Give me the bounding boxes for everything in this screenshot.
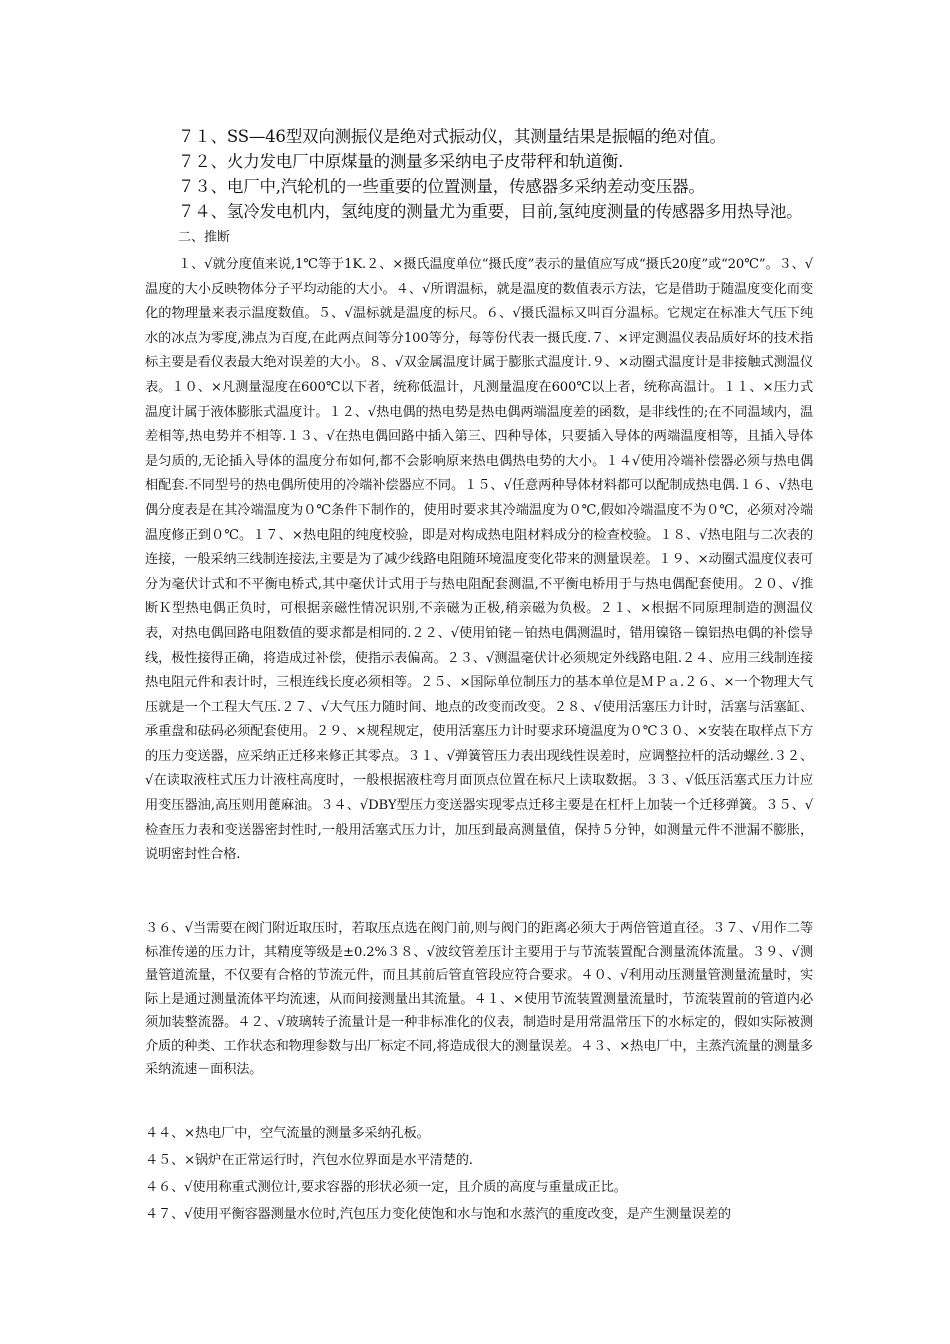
list-item: ７３、电厂中,汽轮机的一些重要的位置测量，传感器多采纳差动变压器。 (178, 177, 705, 196)
list-item: ４４、×热电厂中，空气流量的测量多采纳孔板。 (145, 1126, 430, 1141)
list-item: ７１、SS—46型双向测振仪是绝对式振动仪，其测量结果是振幅的绝对值。 (178, 127, 726, 146)
list-item: ７４、氢冷发电机内，氢纯度的测量尤为重要，目前,氢纯度测量的传感器多用热导池。 (178, 202, 803, 221)
list-item: ４５、×锅炉在正常运行时，汽包水位界面是水平清楚的. (145, 1153, 473, 1168)
list-item: ４７、√使用平衡容器测量水位时,汽包压力变化使饱和水与饱和水蒸汽的重度改变，是产生测量误差的 (145, 1207, 731, 1222)
list-item: ４６、√使用称重式测位计,要求容器的形状必须一定，且介质的高度与重量成正比。 (145, 1180, 627, 1195)
top-item-list (178, 124, 828, 224)
judgment-paragraph-flow: ３６、√当需要在阀门附近取压时，若取压点选在阀门前,则与阀门的距离必须大于两倍管道直径。３７、√用作二等标准传递的压力计，其精度等级是±0.2%３８、√波纹管差压计主要用于与节流装置配合测量流体流量。３９、√测量管道流量，不仅要有合格的节流元件，而且其前后管直管段应符合要求。４０、√利用动压测量管测量流量时，实际上是通过测量流体平均流速，从而间接测量出其流量。４１、×使用节流装置测量流量时，节流装置前的管道内必须加装整流器。４２、√玻璃转子流量计是一种非标准化的仪表，制造时是用常温常压下的水标定的，假如实际被测介质的种类、工作状态和物理参数与出厂标定不同,将造成很大的测量误差。４３、×热电厂中，主蒸汽流量的测量多采纳流速－面积法。 (145, 921, 813, 1077)
section-heading: 二、推断 (178, 230, 231, 245)
list-item: ７２、火力发电厂中原煤量的测量多采纳电子皮带秤和轨道衡. (178, 152, 624, 171)
judgment-line-list (145, 1120, 825, 1228)
judgment-paragraph: １、√就分度值来说,1℃等于1K.２、×摄氏温度单位“摄氏度”表示的量值应写成“摄氏20度”或“20℃”。３、√温度的大小反映物体分子平均动能的大小。４、√所谓温标，就是温度的数值表示方法，它是借助于随温度变化而变化的物理量来表示温度数值。５、√温标就是温度的标尺。６、√摄氏温标又叫百分温标。它规定在标准大气压下纯水的冰点为零度,沸点为百度,在此两点间等分100等分，每等份代表一摄氏度.７、×评定测温仪表品质好坏的技术指标主要是看仪表最大绝对误差的大小。８、√双金属温度计属于膨胀式温度计.９、×动圈式温度计是非接触式测温仪表。１０、×凡测量湿度在600℃以下者，统称低温计，凡测量温度在600℃以上者，统称高温计。１１、×压力式温度计属于液体膨胀式温度计。１２、√热电偶的热电势是热电偶两端温度差的函数，是非线性的;在不同温域内，温差相等,热电势并不相等.１３、√在热电偶回路中插入第三、四种导体，只要插入导体的两端温度相等，且插入导体是匀质的,无论插入导体的温度分布如何,都不会影响原来热电偶热电势的大小。１４√使用冷端补偿器必须与热电偶相配套.不同型号的热电偶所使用的冷端补偿器应不同。１５、√任意两种导体材料都可以配制成热电偶.１６、√热电偶分度表是在其冷端温度为０℃条件下制作的，使用时要求其冷端温度为０℃,假如冷端温度不为０℃，必须对冷端温度修正到０℃。１７、×热电阻的纯度校验，即是对构成热电阻材料成分的检查校验。１８、√热电阻与二次表的连接，一般采纳三线制连接法,主要是为了减少线路电阻随环境温度变化带来的测量误差。１９、×动圈式温度仪表可分为毫伏计式和不平衡电桥式,其中毫伏计式用于与热电阻配套测温,不平衡电桥用于与热电偶配套使用。２０、√推断Ｋ型热电偶正负时，可根据亲磁性情况识别,不亲磁为正极,稍亲磁为负极。２１、×根据不同原理制造的测温仪表，对热电偶回路电阻数值的要求都是相同的.２２、√使用铂铑－铂热电偶测温时，错用镍铬－镍铝热电偶的补偿导线，极性接得正确，将造成过补偿，使指示表偏高。２３、√测温毫伏计必须规定外线路电阻.２４、应用三线制连接热电阻元件和表计时，三根连线长度必须相等。２５、×国际单位制压力的基本单位是ＭＰａ.２６、×一个物理大气压就是一个工程大气压.２７、√大气压力随时间、地点的改变而改变。２８、√使用活塞压力计时，活塞与活塞缸、承重盘和砝码必须配套使用。２９、×规程规定，使用活塞压力计时要求环境温度为０℃３０、×安装在取样点下方的压力变送器，应采纳正迁移来修正其零点。３１、√弹簧管压力表出现线性误差时，应调整拉杆的活动螺丝.３２、√在读取液柱式压力计液柱高度时，一般根据液柱弯月面顶点位置在标尺上读取数据。３３、√低压活塞式压力计应用变压器油,高压则用蓖麻油。３４、√DBY型压力变送器实现零点迁移主要是在杠杆上加装一个迁移弹簧。３５、√检查压力表和变送器密封性时,一般用活塞式压力计，加压到最高测量值，保持５分钟，如测量元件不泄漏不膨胀，说明密封性合格. (145, 257, 813, 863)
